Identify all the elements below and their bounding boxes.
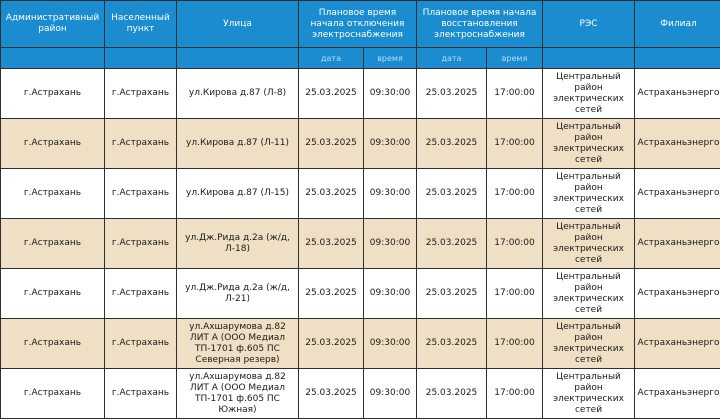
cell-district: г.Астрахань bbox=[1, 219, 105, 269]
cell-locality: г.Астрахань bbox=[105, 369, 177, 419]
header-branch: Филиал bbox=[635, 1, 720, 48]
cell-off-time: 09:30:00 bbox=[364, 69, 417, 119]
cell-branch: Астраханьэнерго bbox=[635, 269, 720, 319]
cell-res: Центральный район электрических сетей bbox=[543, 69, 635, 119]
subheader-off-time: время bbox=[364, 48, 417, 69]
cell-off-time: 09:30:00 bbox=[364, 269, 417, 319]
cell-on-time: 17:00:00 bbox=[487, 369, 543, 419]
cell-res: Центральный район электрических сетей bbox=[543, 319, 635, 369]
cell-off-date: 25.03.2025 bbox=[299, 169, 364, 219]
cell-on-date: 25.03.2025 bbox=[417, 269, 487, 319]
table-row bbox=[1, 219, 720, 269]
cell-off-date: 25.03.2025 bbox=[299, 119, 364, 169]
cell-street: ул.Кирова д.87 (Л-15) bbox=[177, 169, 299, 219]
cell-street: ул.Дж.Рида д.2а (ж/д, Л-21) bbox=[177, 269, 299, 319]
cell-res: Центральный район электрических сетей bbox=[543, 269, 635, 319]
cell-on-time: 17:00:00 bbox=[487, 119, 543, 169]
cell-on-date: 25.03.2025 bbox=[417, 69, 487, 119]
header-res: РЭС bbox=[543, 1, 635, 48]
cell-res: Центральный район электрических сетей bbox=[543, 219, 635, 269]
cell-district: г.Астрахань bbox=[1, 69, 105, 119]
header-on-time: Плановое время начала восстановления электроснабжения bbox=[417, 1, 543, 48]
cell-street: ул.Кирова д.87 (Л-11) bbox=[177, 119, 299, 169]
subheader-off-date: дата bbox=[299, 48, 364, 69]
cell-locality: г.Астрахань bbox=[105, 269, 177, 319]
cell-branch: Астраханьэнерго bbox=[635, 119, 720, 169]
table-row bbox=[1, 169, 720, 219]
subheader-on-date: дата bbox=[417, 48, 487, 69]
cell-on-time: 17:00:00 bbox=[487, 319, 543, 369]
table-row bbox=[1, 69, 720, 119]
cell-on-date: 25.03.2025 bbox=[417, 369, 487, 419]
cell-district: г.Астрахань bbox=[1, 119, 105, 169]
cell-off-time: 09:30:00 bbox=[364, 319, 417, 369]
cell-res: Центральный район электрических сетей bbox=[543, 169, 635, 219]
subheader-blank bbox=[177, 48, 299, 69]
subheader-blank bbox=[635, 48, 720, 69]
cell-res: Центральный район электрических сетей bbox=[543, 119, 635, 169]
cell-locality: г.Астрахань bbox=[105, 319, 177, 369]
cell-district: г.Астрахань bbox=[1, 369, 105, 419]
cell-street: ул.Ахшарумова д.82 ЛИТ А (ООО Медиал ТП-1701 ф.605 ПС Южная) bbox=[177, 369, 299, 419]
cell-off-date: 25.03.2025 bbox=[299, 319, 364, 369]
cell-off-time: 09:30:00 bbox=[364, 169, 417, 219]
header-off-time: Плановое время начала отключения электроснабжения bbox=[299, 1, 417, 48]
cell-off-time: 09:30:00 bbox=[364, 119, 417, 169]
cell-on-date: 25.03.2025 bbox=[417, 169, 487, 219]
cell-district: г.Астрахань bbox=[1, 319, 105, 369]
cell-on-time: 17:00:00 bbox=[487, 69, 543, 119]
subheader-blank bbox=[1, 48, 105, 69]
header-locality: Населенный пункт bbox=[105, 1, 177, 48]
cell-district: г.Астрахань bbox=[1, 269, 105, 319]
cell-locality: г.Астрахань bbox=[105, 119, 177, 169]
cell-street: ул.Ахшарумова д.82 ЛИТ А (ООО Медиал ТП-1701 ф.605 ПС Северная резерв) bbox=[177, 319, 299, 369]
table-row bbox=[1, 369, 720, 419]
subheader-on-time: время bbox=[487, 48, 543, 69]
cell-branch: Астраханьэнерго bbox=[635, 319, 720, 369]
cell-on-time: 17:00:00 bbox=[487, 269, 543, 319]
cell-off-date: 25.03.2025 bbox=[299, 69, 364, 119]
cell-on-date: 25.03.2025 bbox=[417, 119, 487, 169]
cell-off-date: 25.03.2025 bbox=[299, 369, 364, 419]
cell-branch: Астраханьэнерго bbox=[635, 219, 720, 269]
cell-street: ул.Дж.Рида д.2а (ж/д, Л-18) bbox=[177, 219, 299, 269]
subheader-blank bbox=[543, 48, 635, 69]
cell-branch: Астраханьэнерго bbox=[635, 69, 720, 119]
cell-off-date: 25.03.2025 bbox=[299, 269, 364, 319]
cell-off-time: 09:30:00 bbox=[364, 219, 417, 269]
cell-off-date: 25.03.2025 bbox=[299, 219, 364, 269]
cell-branch: Астраханьэнерго bbox=[635, 369, 720, 419]
cell-off-time: 09:30:00 bbox=[364, 369, 417, 419]
cell-on-time: 17:00:00 bbox=[487, 219, 543, 269]
cell-locality: г.Астрахань bbox=[105, 219, 177, 269]
header-district: Административный район bbox=[1, 1, 105, 48]
table-row bbox=[1, 269, 720, 319]
cell-on-date: 25.03.2025 bbox=[417, 319, 487, 369]
table-row bbox=[1, 319, 720, 369]
cell-branch: Астраханьэнерго bbox=[635, 169, 720, 219]
subheader-blank bbox=[105, 48, 177, 69]
cell-locality: г.Астрахань bbox=[105, 69, 177, 119]
cell-district: г.Астрахань bbox=[1, 169, 105, 219]
cell-on-date: 25.03.2025 bbox=[417, 219, 487, 269]
cell-on-time: 17:00:00 bbox=[487, 169, 543, 219]
header-street: Улица bbox=[177, 1, 299, 48]
table-row bbox=[1, 119, 720, 169]
cell-locality: г.Астрахань bbox=[105, 169, 177, 219]
cell-street: ул.Кирова д.87 (Л-8) bbox=[177, 69, 299, 119]
cell-res: Центральный район электрических сетей bbox=[543, 369, 635, 419]
